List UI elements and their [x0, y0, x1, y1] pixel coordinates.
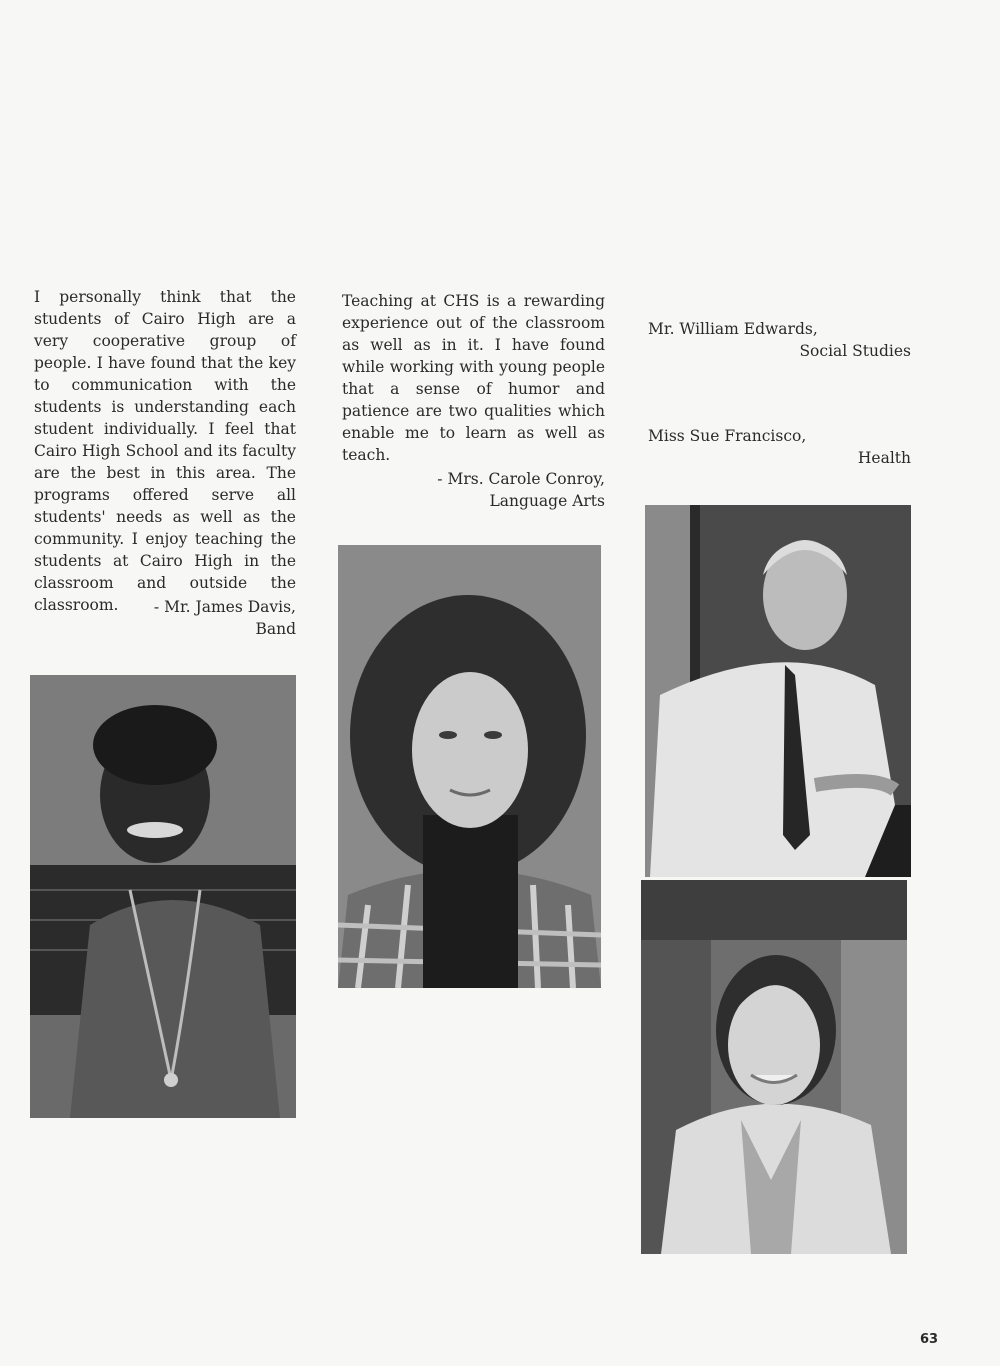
davis-subject: Band — [255, 620, 296, 638]
davis-signature — [34, 596, 296, 640]
francisco-signature — [648, 425, 911, 469]
francisco-name: Miss Sue Francisco, — [648, 427, 807, 445]
davis-photo — [30, 675, 296, 1118]
conroy-quote: Teaching at CHS is a rewarding experience out of the classroom as well as in it. I have found while working with young people that a sense of humor and patience are two qualities which enable me to learn as well as teach. — [342, 292, 605, 464]
conroy-signature — [342, 468, 605, 512]
conroy-subject: Language Arts — [489, 492, 605, 510]
edwards-signature — [648, 318, 911, 362]
francisco-photo — [641, 880, 907, 1254]
conroy-photo — [338, 545, 601, 988]
edwards-subject: Social Studies — [799, 342, 911, 360]
page-number: 63 — [920, 1332, 939, 1347]
davis-quote: I personally think that the students of Cairo High are a very cooperative group of people. I have found that the key to communication with the students is understanding each student individually. I feel that Cairo High School and its faculty are the best in this area. The programs offered serve all students' needs as well as the community. I enjoy teaching the students at Cairo High in the classroom and outside the classroom. — [34, 288, 296, 614]
edwards-photo — [645, 505, 911, 877]
conroy-name: - Mrs. Carole Conroy, — [437, 470, 605, 488]
francisco-subject: Health — [857, 449, 911, 467]
edwards-name: Mr. William Edwards, — [648, 320, 818, 338]
davis-name: - Mr. James Davis, — [153, 598, 296, 616]
